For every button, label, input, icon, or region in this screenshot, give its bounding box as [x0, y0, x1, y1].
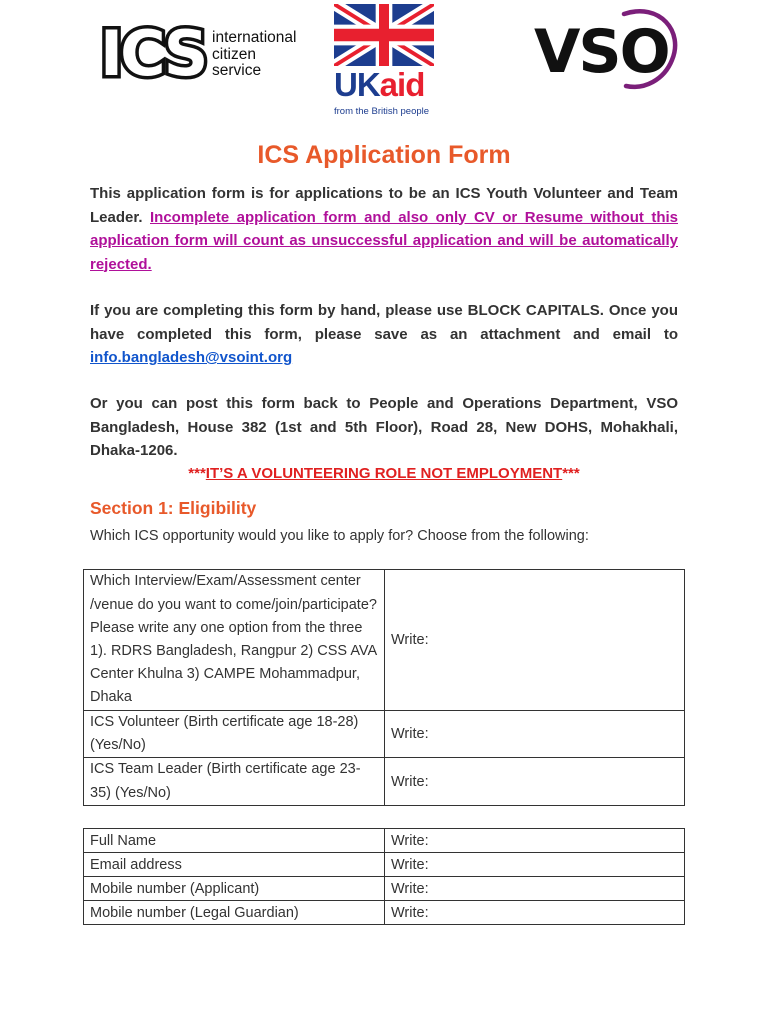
- question-cell: ICS Volunteer (Birth certificate age 18-28) (Yes/No): [84, 711, 385, 758]
- answer-field[interactable]: Write:: [385, 570, 685, 711]
- answer-field[interactable]: Write:: [385, 853, 685, 877]
- table-row: [84, 570, 685, 711]
- ics-logo-mark: ICS: [100, 17, 206, 90]
- table-row: [84, 853, 685, 877]
- ics-logo: [100, 17, 305, 90]
- answer-field[interactable]: Write:: [385, 758, 685, 805]
- instructions-text: If you are completing this form by hand, please use BLOCK CAPITALS. Once you have completed this form, please save as an attachment and email to: [90, 302, 678, 343]
- table-row: [84, 711, 685, 758]
- intro-text: This application form is for applications to be an ICS Youth Volunteer and Team Leader.: [90, 185, 678, 226]
- section-intro: Which ICS opportunity would you like to apply for? Choose from the following:: [90, 528, 589, 544]
- table-row: [84, 829, 685, 853]
- volunteering-notice: [0, 462, 768, 485]
- table-row: [84, 877, 685, 901]
- notice-suffix: ***: [562, 465, 580, 482]
- table-row: [84, 758, 685, 805]
- ukaid-uk: UK: [334, 66, 380, 103]
- vso-wordmark: VSO: [534, 17, 669, 87]
- ics-logo-line2: citizen: [212, 45, 256, 63]
- vso-logo: [532, 6, 682, 90]
- email-link[interactable]: info.bangladesh@vsoint.org: [90, 349, 293, 366]
- notice-text: IT’S A VOLUNTEERING ROLE NOT EMPLOYMENT: [205, 465, 563, 482]
- ukaid-wordmark: [334, 68, 424, 102]
- ukaid-logo: [332, 2, 436, 120]
- field-label: Email address: [84, 853, 385, 877]
- page-title: ICS Application Form: [257, 141, 511, 169]
- ics-logo-subtitle: [212, 30, 296, 80]
- answer-field[interactable]: Write:: [385, 901, 685, 925]
- field-label: Mobile number (Applicant): [84, 877, 385, 901]
- eligibility-table: [83, 569, 685, 806]
- answer-field[interactable]: Write:: [385, 711, 685, 758]
- rejection-warning: Incomplete application form and also only CV or Resume without this application form will count as unsuccessful application and will be automatically rejected.: [90, 208, 678, 273]
- question-cell: Which Interview/Exam/Assessment center /venue do you want to come/join/participate? Please write any one option from the three 1). RDRS Bangladesh, Rangpur 2) CSS AVA Center Khulna 3) CAMPE Mohammadpur, Dhaka: [84, 570, 385, 711]
- question-cell: ICS Team Leader (Birth certificate age 23-35) (Yes/No): [84, 758, 385, 805]
- table-row: [84, 901, 685, 925]
- contact-table: [83, 828, 685, 925]
- ukaid-aid: aid: [379, 66, 425, 103]
- section-heading: Section 1: Eligibility: [90, 498, 257, 518]
- postal-paragraph: Or you can post this form back to People and Operations Department, VSO Bangladesh, House 382 (1st and 5th Floor), Road 28, New DOHS, Mohakhali, Dhaka-1206.: [90, 395, 678, 459]
- intro-paragraph: [90, 182, 678, 276]
- ics-logo-line3: service: [212, 62, 262, 79]
- ukaid-tagline: from the British people: [334, 106, 430, 117]
- answer-field[interactable]: Write:: [385, 829, 685, 853]
- union-jack-icon: [334, 4, 434, 66]
- field-label: Mobile number (Legal Guardian): [84, 901, 385, 925]
- field-label: Full Name: [84, 829, 385, 853]
- ics-logo-line1: international: [212, 29, 297, 46]
- instructions-paragraph: [90, 299, 678, 370]
- answer-field[interactable]: Write:: [385, 877, 685, 901]
- notice-prefix: ***: [188, 465, 206, 482]
